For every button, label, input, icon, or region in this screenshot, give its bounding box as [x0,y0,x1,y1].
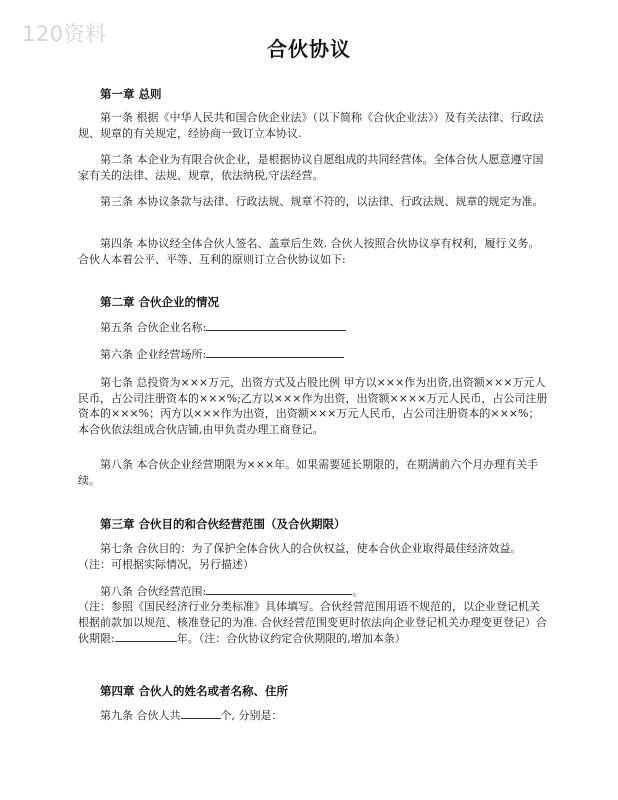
article-8-scope-label: 第八条 合伙经营范围: [100,585,207,598]
chapter-3-heading: 第三章 合伙目的和合伙经营范围（及合伙期限） [100,517,346,531]
article-6 [100,346,344,363]
enterprise-name-blank [206,319,346,331]
business-address-blank [206,346,344,358]
scope-note-end: 年。（注：合伙协议约定合伙期限的,增加本条） [176,632,406,645]
article-8-scope-end: 。 [352,585,364,598]
article-8-term: 第八条 本合伙企业经营期限为×××年。如果需要延长期限的，在期满前六个月办理有关手续。 [78,458,539,487]
article-9 [100,707,283,724]
article-7-investment: 第七条 总投资为×××万元，出资方式及占股比例 甲方以×××作为出资,出资额×××万元人民币，占公司注册资本的×××%;乙方以×××作为出资，出资额××××万元人民币，占公司注册资本的×××%；丙方以×××作为出资，出资额×××万元人民币，占公司注册资本的×××%；本合伙依法组成合伙店铺,由甲负责办理工商登记。 [78,376,548,436]
article-3: 第三条 本协议条款与法律、行政法规、规章不符的，以法律、行政法规、规章的规定为准。 [100,195,544,208]
article-5-label: 第五条 合伙企业名称: [100,321,207,334]
article-2: 第二条 本企业为有限合伙企业，是根据协议自愿组成的共同经营体。全体合伙人愿意遵守国家有关的法律、法规、规章，依法纳税,守法经营。 [78,153,544,182]
document-title: 合伙协议 [267,37,351,61]
chapter-4-heading: 第四章 合伙人的姓名或者名称、住所 [100,684,289,698]
chapter-1-heading: 第一章 总则 [100,87,162,101]
partner-count-blank [181,707,221,719]
article-5 [100,319,346,336]
scope-note-text: （注：参照《国民经济行业分类标准》具体填写。合伙经营范围用语不规范的，以企业登记机关根据前款加以规范、核准登记的为准. 合伙经营范围变更时依法向企业登记机关办理变更登记）合伙期限: [78,600,547,645]
article-8-scope [100,583,363,600]
article-9-end: 个, 分别是： [220,709,283,722]
business-scope-blank [206,583,352,595]
chapter-2-heading: 第二章 合伙企业的情况 [100,295,220,309]
article-7-purpose: 第七条 合伙目的：为了保护全体合伙人的合伙权益，使本合伙企业取得最佳经济效益。（注：可根据实际情况，另行描述） [78,542,522,571]
partnership-term-blank [115,630,177,642]
article-1: 第一条 根据《中华人民共和国合伙企业法》（以下简称《合伙企业法》）及有关法律、行政法规、规章的有关规定，经协商一致订立本协议. [78,111,544,140]
article-6-label: 第六条 企业经营场所: [100,348,207,361]
scope-note [78,599,548,647]
watermark: 120资料 [22,22,107,46]
article-9-label: 第九条 合伙人共 [100,709,181,722]
article-4: 第四条 本协议经全体合伙人签名、盖章后生效. 合伙人按照合伙协议享有权利，履行义务。合伙人本着公平、平等、互利的原则订立合伙协议如下: [78,237,540,266]
